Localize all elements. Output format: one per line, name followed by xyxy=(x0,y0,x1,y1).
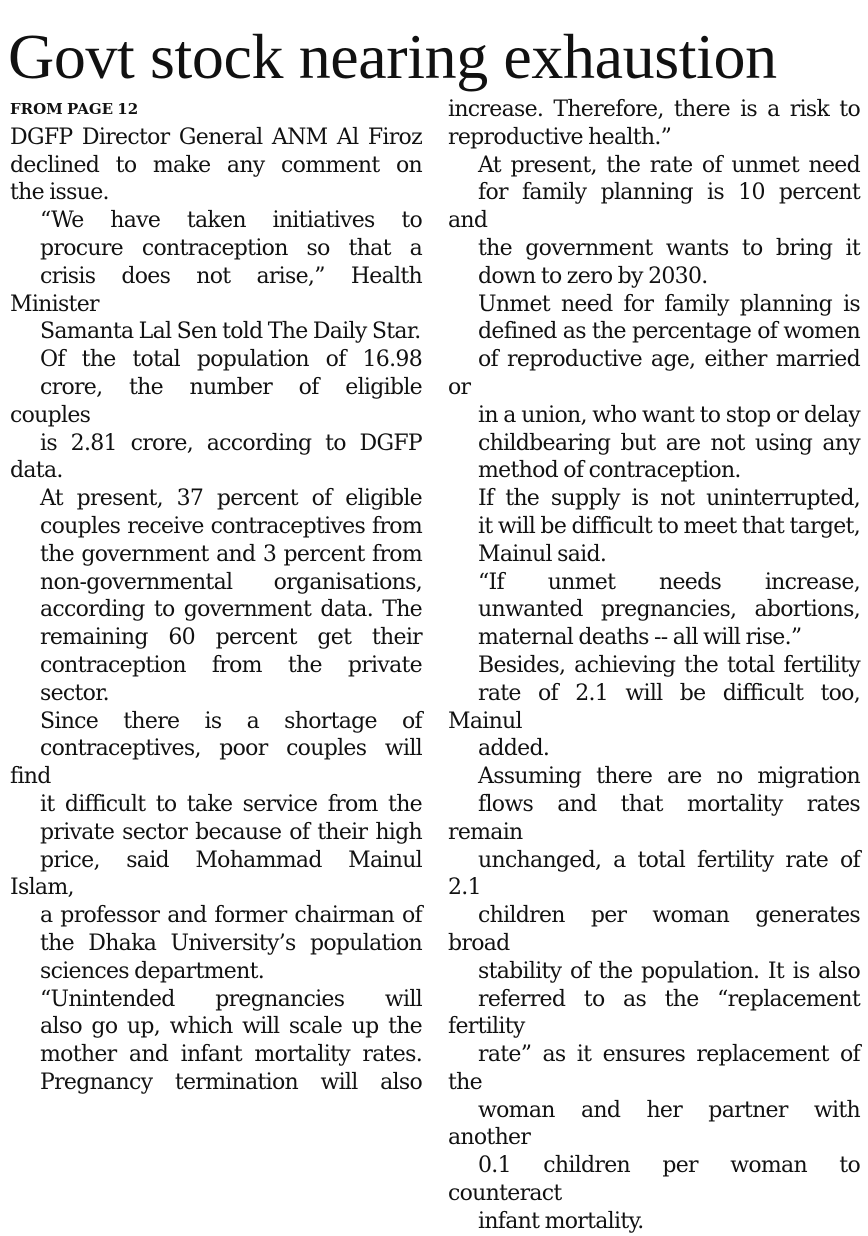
text-line: Assuming there are no migration xyxy=(478,764,860,790)
text-line: increase. Therefore, there is a risk to xyxy=(448,97,860,122)
text-line: Mainul said. xyxy=(478,541,607,567)
article-column-right xyxy=(448,96,860,1236)
article-paragraph xyxy=(10,986,422,1097)
text-line: it difficult to take service from the xyxy=(40,791,422,817)
text-line: down to zero by 2030. xyxy=(478,263,708,289)
text-line: remaining 60 percent get their xyxy=(40,625,422,651)
text-line: defined as the percentage of women xyxy=(478,319,860,345)
text-line: couples receive contraceptives from xyxy=(40,513,422,539)
article-paragraph xyxy=(448,485,860,568)
text-line: rate” as it ensures replacement of the xyxy=(448,1042,860,1095)
text-line: crore, the number of eligible couples xyxy=(10,374,422,428)
text-line: “Unintended pregnancies will xyxy=(40,986,422,1012)
text-line: declined to make any comment on xyxy=(10,152,422,178)
article-paragraph xyxy=(448,96,860,152)
text-line: is 2.81 crore, according to DGFP data. xyxy=(10,430,422,484)
text-line: DGFP Director General ANM Al Firoz xyxy=(10,124,422,150)
text-line: children per woman generates broad xyxy=(448,903,860,956)
text-line: At present, the rate of unmet need xyxy=(478,152,860,178)
text-line: rate of 2.1 will be difficult too, Mainul xyxy=(448,680,860,734)
text-line: stability of the population. It is also xyxy=(478,958,860,984)
text-line: woman and her partner with another xyxy=(448,1097,860,1151)
text-line: contraception from the private xyxy=(40,652,422,678)
text-line: mother and infant mortality rates. xyxy=(40,1042,422,1068)
text-line: price, said Mohammad Mainul Islam, xyxy=(10,847,422,901)
text-line: for family planning is 10 percent and xyxy=(448,180,860,234)
text-line: according to government data. The xyxy=(40,597,422,623)
text-line: Since there is a shortage of xyxy=(40,708,422,734)
article-paragraph xyxy=(10,708,422,986)
text-line: “We have taken initiatives to xyxy=(40,208,422,234)
text-line: Pregnancy termination will also xyxy=(40,1069,422,1095)
article-paragraph xyxy=(448,652,860,763)
text-line: unchanged, a total fertility rate of 2.1 xyxy=(448,847,860,901)
text-line: childbearing but are not using any xyxy=(478,430,860,456)
text-line: of reproductive age, either married or xyxy=(448,347,860,400)
text-line: non-governmental organisations, xyxy=(40,569,422,595)
text-line: the issue. xyxy=(10,180,109,206)
text-line: private sector because of their high xyxy=(40,819,422,845)
article-column-left xyxy=(10,96,422,1097)
text-line: “If unmet needs increase, xyxy=(478,569,860,595)
text-line: flows and that mortality rates remain xyxy=(448,791,860,845)
text-line: the government and 3 percent from xyxy=(40,541,422,567)
article-paragraph xyxy=(10,346,422,485)
text-line: a professor and former chairman of xyxy=(40,903,422,929)
text-line: At present, 37 percent of eligible xyxy=(40,486,422,512)
text-line: Of the total population of 16.98 xyxy=(40,347,422,373)
headline: Govt stock nearing exhaustion xyxy=(8,21,777,92)
text-line: sciences department. xyxy=(40,958,265,984)
text-line: added. xyxy=(478,736,550,762)
text-line: reproductive health.” xyxy=(448,124,672,150)
text-line: also go up, which will scale up the xyxy=(40,1014,422,1040)
text-line: Unmet need for family planning is xyxy=(478,291,860,317)
article-paragraph xyxy=(448,763,860,1236)
text-line: sector. xyxy=(40,680,109,706)
text-line: crisis does not arise,” Health Minister xyxy=(10,263,422,317)
article-paragraph xyxy=(448,291,860,486)
article-paragraph xyxy=(448,152,860,291)
text-line: infant mortality. xyxy=(478,1208,644,1234)
text-line: unwanted pregnancies, abortions, xyxy=(478,597,860,623)
article-paragraph xyxy=(448,569,860,652)
text-line: If the supply is not uninterrupted, xyxy=(478,486,860,512)
article-paragraph xyxy=(10,124,422,207)
text-line: maternal deaths -- all will rise.” xyxy=(478,625,802,651)
continuation-kicker: FROM PAGE 12 xyxy=(10,100,139,118)
text-line: Besides, achieving the total fertility xyxy=(478,652,860,678)
text-line: it will be difficult to meet that target, xyxy=(478,513,860,539)
text-line: referred to as the “replacement fertility xyxy=(448,986,860,1040)
text-line: procure contraception so that a xyxy=(40,235,422,261)
text-line: the Dhaka University’s population xyxy=(40,930,422,956)
article-paragraph xyxy=(10,485,422,707)
text-line: in a union, who want to stop or delay xyxy=(478,402,860,428)
article-paragraph xyxy=(10,207,422,346)
text-line: 0.1 children per woman to counteract xyxy=(448,1153,860,1207)
text-line: Samanta Lal Sen told The Daily Star. xyxy=(40,319,421,345)
text-line: the government wants to bring it xyxy=(478,235,860,261)
text-line: contraceptives, poor couples will find xyxy=(10,736,422,790)
text-line: method of contraception. xyxy=(478,458,741,484)
